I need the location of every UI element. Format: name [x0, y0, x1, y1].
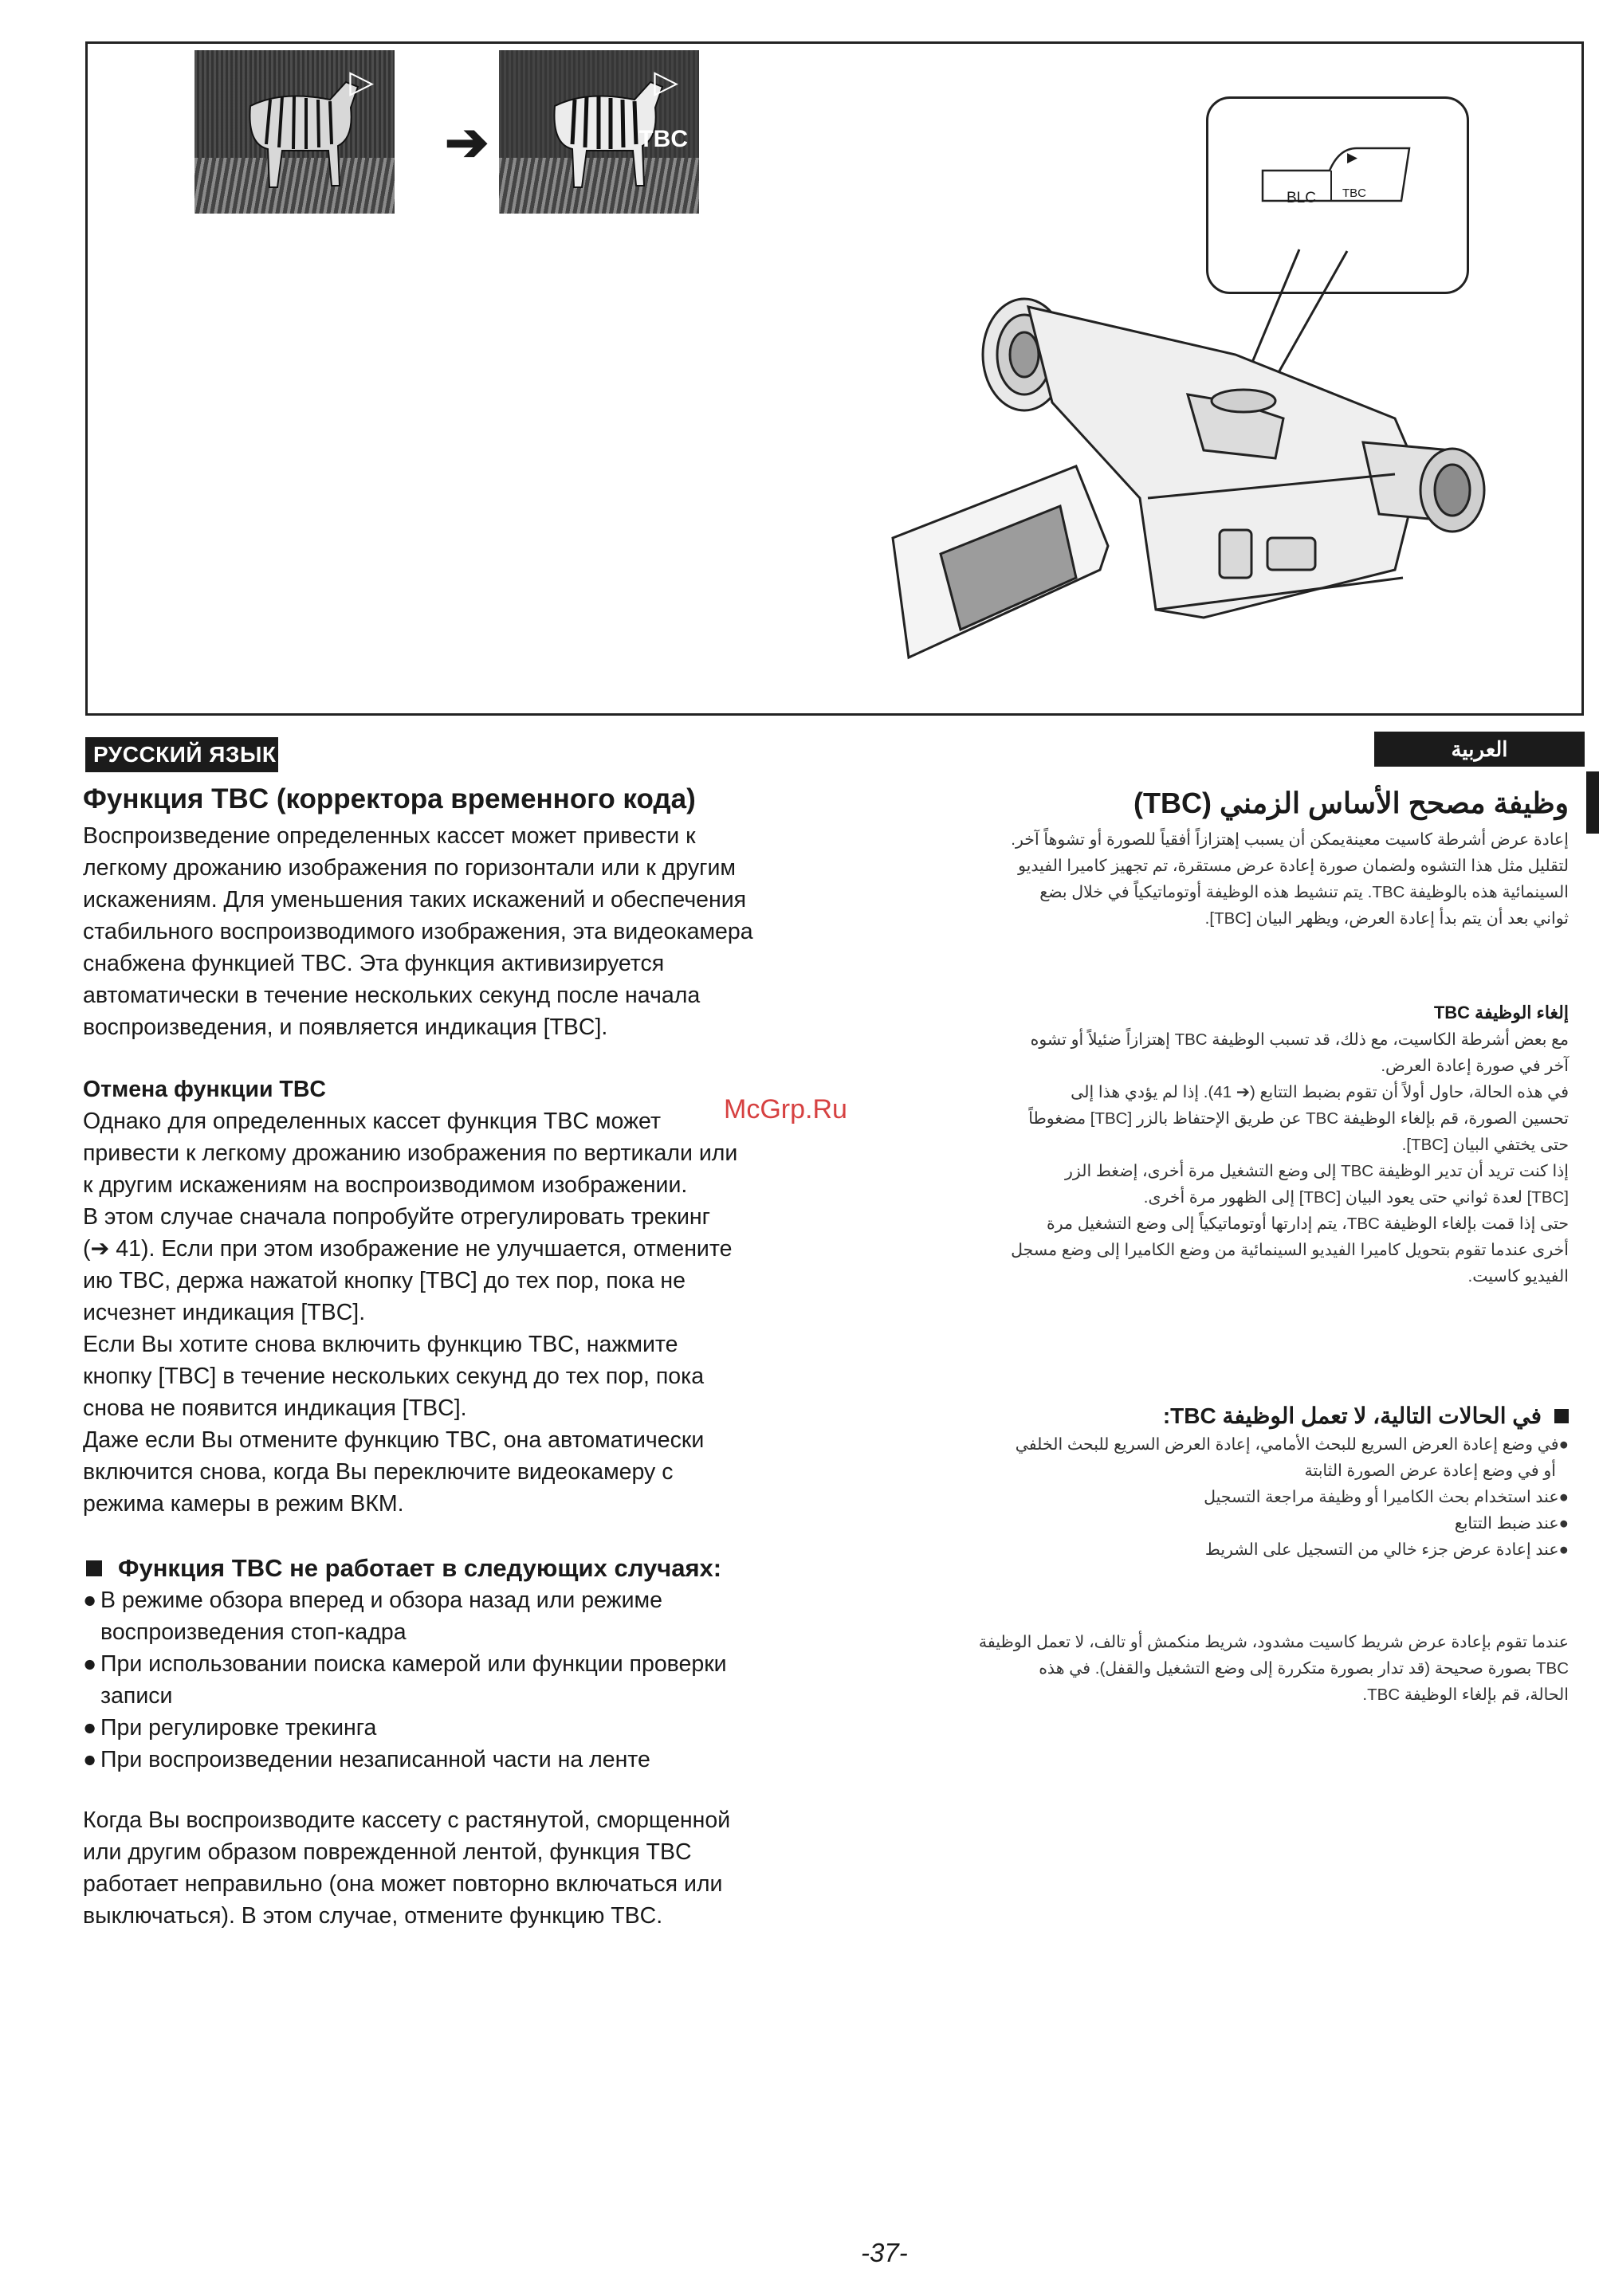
- bullet-icon: ●: [83, 1715, 97, 1741]
- list-item: ● В режиме обзора вперед и обзора назад или режиме: [83, 1584, 856, 1616]
- bullet-icon: ●: [83, 1588, 97, 1613]
- zebra-photo-before: [194, 50, 395, 214]
- bullet-icon: ●: [1558, 1540, 1569, 1559]
- ar-intro-line: السينمائية هذه بالوظيفة TBC. يتم تنشيط هذه الوظيفة أوتوماتيكياً في خلال بضع: [1039, 883, 1569, 902]
- ru-intro-line: легкому дрожанию изображения по горизонтали или к другим: [83, 855, 737, 881]
- square-bullet-icon: [1554, 1409, 1569, 1423]
- ru-not-work-title: Функция TBC не работает в следующих случаях:: [83, 1552, 856, 1584]
- tbc-indicator: TBC: [638, 126, 688, 152]
- ar-cancel-line: الفيديو كاسيت.: [1467, 1267, 1569, 1285]
- ar-cancel-title: إلغاء الوظيفة TBC: [1433, 1003, 1569, 1022]
- ru-cancel-line: Если Вы хотите снова включить функцию TBC, нажмите: [83, 1332, 678, 1357]
- ru-final-line: Когда Вы воспроизводите кассету с растянутой, сморщенной: [83, 1807, 731, 1833]
- bullet-icon: ●: [1558, 1488, 1569, 1506]
- ar-cancel-line: حتى يختفي البيان [TBC].: [1401, 1136, 1569, 1154]
- ar-not-work-list: [931, 1431, 1569, 1563]
- ru-cancel-line: привести к легкому дрожанию изображения по вертикали или: [83, 1140, 738, 1166]
- watermark: McGrp.Ru: [724, 1094, 847, 1124]
- ar-section-tbc: [931, 786, 1569, 932]
- tbc-button-label: TBC: [1342, 186, 1366, 200]
- side-thumb-tab: [1586, 771, 1599, 834]
- ru-cancel-line: В этом случае сначала попробуйте отрегулировать трекинг: [83, 1204, 711, 1230]
- ru-section-not-working: [83, 1552, 856, 1776]
- page-number: -37-: [861, 2238, 908, 2267]
- ru-final-line: или другим образом поврежденной лентой, функция TBC: [83, 1839, 692, 1865]
- play-triangle-icon: ▶: [1347, 150, 1358, 165]
- ru-cancel-line: снова не появится индикация [TBC].: [83, 1395, 467, 1421]
- ar-intro-line: إعادة عرض أشرطة كاسيت معينةيمكن أن يسبب إهتزازاً أفقياً للصورة أو تشوهاً آخر.: [1011, 830, 1569, 850]
- ar-section-cancel: [931, 999, 1569, 1289]
- ar-cancel-line: مع بعض أشرطة الكاسيت، مع ذلك، قد تسبب الوظيفة TBC إهتزازاً ضئيلاً أو تشوه: [1030, 1030, 1569, 1049]
- zebra-photo-after: [499, 50, 699, 214]
- ar-not-work-title: في الحالات التالية، لا تعمل الوظيفة TBC:: [931, 1401, 1569, 1431]
- ru-not-work-list: [83, 1584, 856, 1776]
- ar-title: وظيفة مصحح الأساس الزمني (TBC): [1133, 787, 1569, 819]
- ru-intro-line: искажениям. Для уменьшения таких искажений и обеспечения: [83, 887, 747, 913]
- list-item-continuation: воспроизведения стоп-кадра: [100, 1619, 407, 1645]
- ru-final-line: выключаться). В этом случае, отмените функцию TBC.: [83, 1903, 663, 1929]
- ru-cancel-line: включится снова, когда Вы переключите видеокамеру с: [83, 1459, 674, 1485]
- ar-cancel-line: [TBC] لعدة ثواني حتى يعود البيان [TBC] إلى الظهور مرة أخرى.: [1143, 1188, 1569, 1207]
- ru-cancel-line: к другим искажениям на воспроизводимом изображении.: [83, 1172, 688, 1198]
- bullet-icon: ●: [1558, 1514, 1569, 1533]
- list-item: ●في وضع إعادة العرض السريع للبحث الأمامي، إعادة العرض السريع للبحث الخلفي: [1015, 1435, 1569, 1454]
- ru-cancel-line: исчезнет индикация [TBC].: [83, 1300, 366, 1325]
- ar-section-final: [931, 1629, 1569, 1708]
- ar-final-line: عندما تقوم بإعادة عرض شريط كاسيت مشدود، شريط منكمش أو تالف، لا تعمل الوظيفة: [978, 1633, 1569, 1651]
- list-item: ●عند استخدام بحث الكاميرا أو وظيفة مراجعة التسجيل: [1204, 1488, 1569, 1506]
- ru-cancel-line: ию TBC, держа нажатой кнопку [TBC] до тех пор, пока не: [83, 1268, 686, 1293]
- ar-cancel-line: أخرى عندما تقوم بتحويل كاميرا الفيديو السينمائية من وضع الكاميرا إلى وضع مسجل: [1011, 1241, 1569, 1259]
- bullet-icon: ●: [1558, 1435, 1569, 1454]
- ru-section-cancel: [83, 1073, 856, 1520]
- ru-cancel-line: (➔ 41). Если при этом изображение не улучшается, отмените: [83, 1236, 733, 1262]
- ru-section-final: [83, 1804, 856, 1932]
- ru-cancel-line: Даже если Вы отмените функцию TBC, она автоматически: [83, 1427, 705, 1453]
- ru-intro-line: воспроизведения, и появляется индикация [TBC].: [83, 1015, 608, 1041]
- play-indicator-icon: ▷: [654, 65, 678, 100]
- ar-intro-line: لتقليل مثل هذا التشوه ولضمان صورة إعادة عرض مستقرة، تم تجهيز كاميرا الفيديو: [1018, 857, 1569, 876]
- list-item: ● При воспроизведении незаписанной части на ленте: [83, 1744, 856, 1776]
- language-label-russian: РУССКИЙ ЯЗЫК: [85, 737, 278, 772]
- ru-cancel-line: кнопку [TBC] в течение нескольких секунд до тех пор, пока: [83, 1364, 705, 1389]
- ru-intro-line: автоматически в течение нескольких секунд после начала: [83, 983, 701, 1009]
- illustration-frame: [85, 41, 1584, 716]
- ar-cancel-line: في هذه الحالة، حاول أولاً أن تقوم بضبط التتابع (➔ 41). إذا لم يؤدي هذا إلى: [1071, 1083, 1569, 1101]
- ar-intro-line: ثواني بعد أن يتم بدأ إعادة العرض، ويظهر البيان [TBC].: [1204, 909, 1569, 928]
- ru-cancel-line: режима камеры в режим ВКМ.: [83, 1491, 404, 1517]
- list-item-continuation: записи: [100, 1683, 173, 1709]
- arrow-right-icon: ➔: [445, 112, 489, 171]
- ru-cancel-line: Однако для определенных кассет функция TBC может: [83, 1109, 661, 1134]
- button-panel: [1258, 143, 1414, 210]
- ru-intro-line: снабжена функцией TBC. Эта функция активизируется: [83, 951, 665, 977]
- ar-cancel-line: تحسين الصورة، قم بإلغاء الوظيفة TBC عن طريق الإحتفاظ بالزر [TBC] مضغوطاً: [1028, 1109, 1569, 1128]
- play-indicator-icon: ▷: [349, 65, 374, 100]
- ar-intro: [931, 826, 1569, 932]
- bullet-icon: ●: [83, 1747, 97, 1772]
- blc-button-label: BLC: [1287, 190, 1316, 206]
- ar-section-not-working: [931, 1401, 1569, 1563]
- ar-cancel-line: حتى إذا قمت بإلغاء الوظيفة TBC، يتم إدارتها أوتوماتيكياً إلى وضع التشغيل مرة: [1047, 1215, 1569, 1233]
- camcorder-illustration: [789, 235, 1570, 713]
- square-bullet-icon: [86, 1560, 102, 1576]
- list-item: ●عند إعادة عرض جزء خالي من التسجيل على الشريط: [1204, 1540, 1569, 1559]
- ru-intro-line: стабильного воспроизводимого изображения, эта видеокамера: [83, 919, 753, 945]
- list-item: ● При регулировке трекинга: [83, 1712, 856, 1744]
- ru-intro-line: Воспроизведение определенных кассет может привести к: [83, 823, 696, 850]
- ru-title: Функция TBC (корректора временного кода): [83, 783, 696, 814]
- list-item: ●عند ضبط التتابع: [1454, 1514, 1569, 1533]
- ar-final-line: TBC بصورة صحيحة (قد تدار بصورة متكررة إلى وضع التشغيل والقفل). في هذه: [1039, 1659, 1569, 1678]
- language-label-arabic: العربية: [1374, 732, 1585, 767]
- ru-cancel-title: Отмена функции TBC: [83, 1077, 326, 1102]
- ar-final-line: الحالة، قم بإلغاء الوظيفة TBC.: [1362, 1686, 1569, 1704]
- ar-cancel-line: إذا كنت تريد أن تدير الوظيفة TBC إلى وضع التشغيل مرة أخرى، إضغط الزر: [1065, 1162, 1569, 1180]
- ru-final-line: работает неправильно (она может повторно включаться или: [83, 1871, 723, 1897]
- list-item: ● При использовании поиска камерой или функции проверки: [83, 1648, 856, 1680]
- ar-cancel-line: آخر في صورة إعادة العرض.: [1381, 1057, 1569, 1075]
- ru-intro: [83, 820, 856, 1043]
- bullet-icon: ●: [83, 1651, 97, 1677]
- list-item-continuation: أو في وضع إعادة عرض الصورة الثابتة: [1304, 1462, 1556, 1480]
- ru-section-tbc: [83, 783, 856, 1043]
